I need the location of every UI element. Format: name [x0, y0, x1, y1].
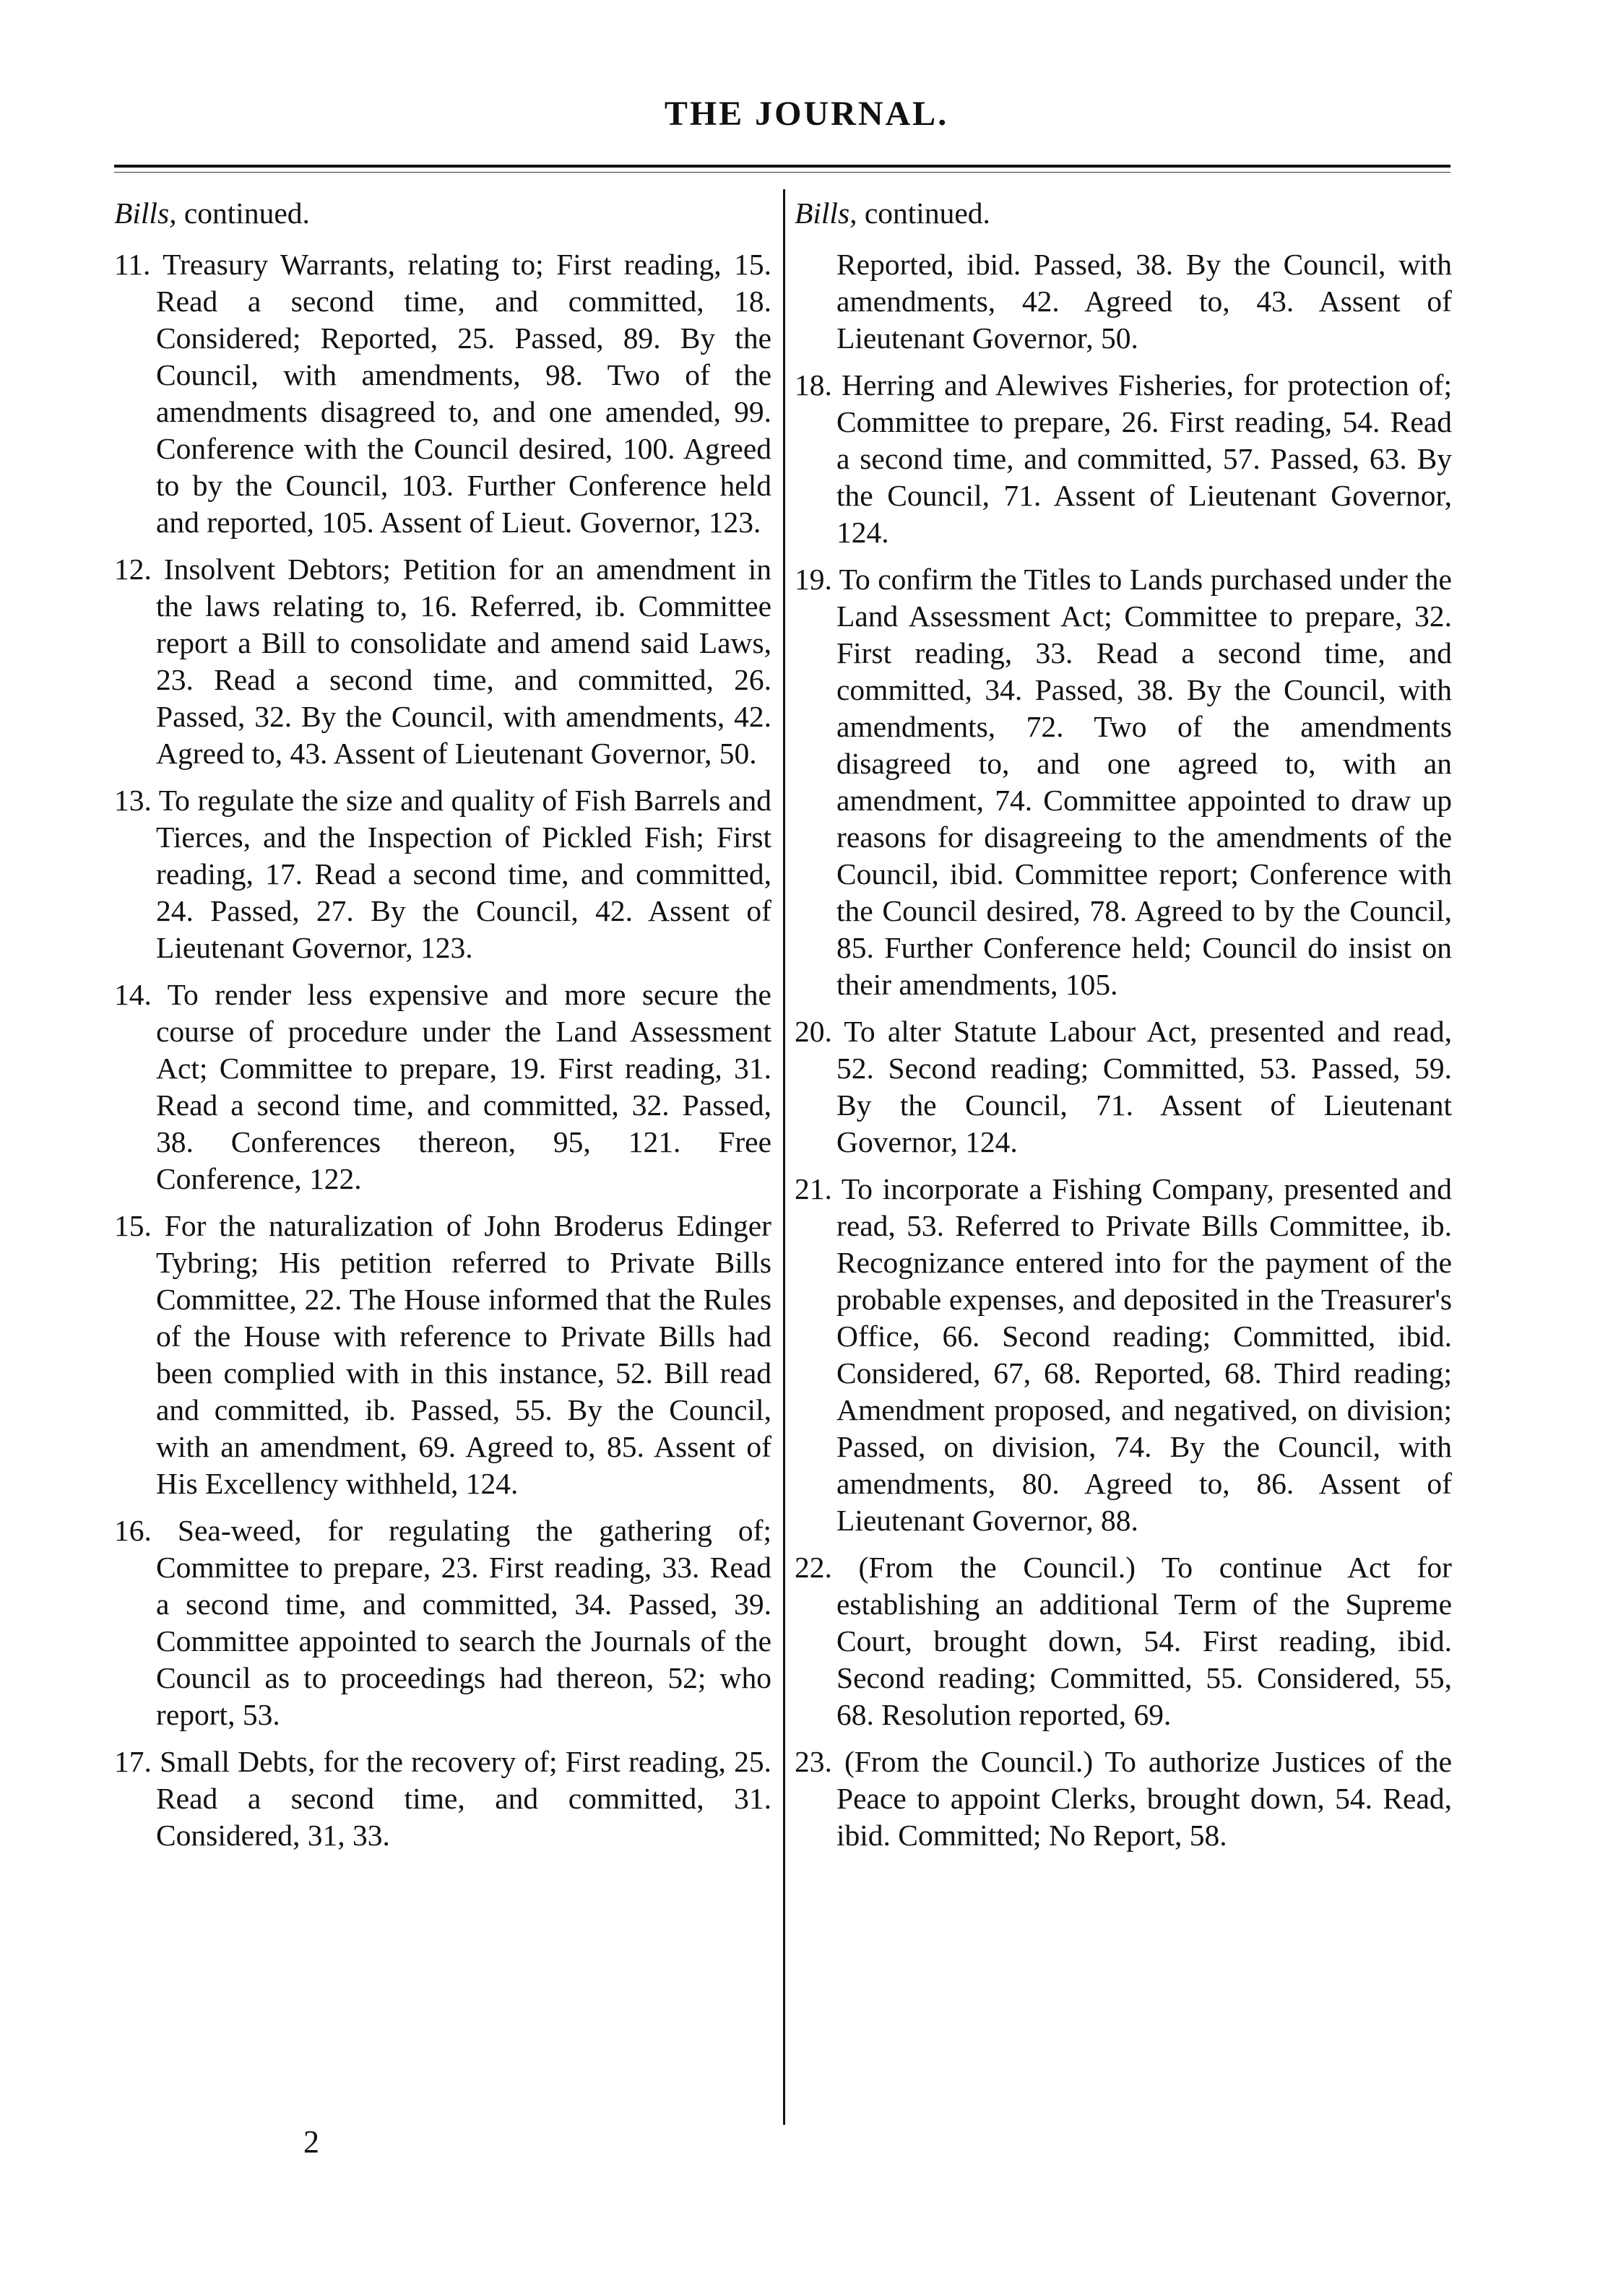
- bill-entry-22: 22. (From the Council.) To continue Act for establishing an additional Term of the Supreme Court, brought down, 54. First reading, ibid. Second reading; Committed, 55. Considered, 55, 68. Resolution reported, 69.: [795, 1551, 1452, 1731]
- right-column: [795, 195, 1452, 1864]
- bill-entry-16: 16. Sea-weed, for regulating the gathering of; Committee to prepare, 23. First reading, 33. Read a second time, and committed, 34. Passed, 39. Committee appointed to search the Journals of the Council as to proceedings had thereon, 52; who report, 53.: [114, 1514, 771, 1731]
- continued-heading-right: Bills, continued.: [795, 196, 990, 230]
- bill-entry-23: 23. (From the Council.) To authorize Justices of the Peace to appoint Clerks, brought down, 54. Read, ibid. Committed; No Report, 58.: [795, 1745, 1453, 1852]
- bill-entry-11: 11. Treasury Warrants, relating to; First reading, 15. Read a second time, and committed, 18. Considered; Reported, 25. Passed, 89. By the Council, with amendments, 98. Two of the amendments disagreed to, and one amended, 99. Conference with the Council desired, 100. Agreed to by the Council, 103. Further Conference held and reported, 105. Assent of Lieut. Governor, 123.: [114, 248, 771, 539]
- bill-entry-13: 13. To regulate the size and quality of Fish Barrels and Tierces, and the Inspection of Pickled Fish; First reading, 17. Read a second time, and committed, 24. Passed, 27. By the Council, 42. Assent of Lieutenant Governor, 123.: [114, 784, 771, 964]
- header-rule: [114, 165, 1450, 168]
- bill-entry-12: 12. Insolvent Debtors; Petition for an amendment in the laws relating to, 16. Referred, ib. Committee report a Bill to consolidate and amend said Laws, 23. Read a second time, and committed, 26. Passed, 32. By the Council, with amendments, 42. Agreed to, 43. Assent of Lieutenant Governor, 50.: [114, 553, 771, 770]
- bill-entry-14: 14. To render less expensive and more secure the course of procedure under the Land Assessment Act; Committee to prepare, 19. First reading, 31. Read a second time, and committed, 32. Passed, 38. Conferences thereon, 95, 121. Free Conference, 122.: [114, 978, 771, 1195]
- page-number: 2: [303, 2124, 319, 2159]
- bill-entry-15: 15. For the naturalization of John Broderus Edinger Tybring; His petition referred to Private Bills Committee, 22. The House informed that the Rules of the House with reference to Private Bills had been complied with in this instance, 52. Bill read and committed, ib. Passed, 55. By the Council, with an amendment, 69. Agreed to, 85. Assent of His Excellency withheld, 124.: [114, 1209, 772, 1500]
- column-divider: [783, 189, 785, 2125]
- bill-entry-20: 20. To alter Statute Labour Act, presented and read, 52. Second reading; Committed, 53. Passed, 59. By the Council, 71. Assent of Lieutenant Governor, 124.: [795, 1015, 1452, 1158]
- left-column: [114, 195, 771, 1864]
- page-title: THE JOURNAL.: [664, 95, 949, 133]
- header-rule-thin: [114, 172, 1450, 173]
- bill-entry-21: 21. To incorporate a Fishing Company, presented and read, 53. Referred to Private Bills Committee, ib. Recognizance entered into for the payment of the probable expenses, and deposited in the Treasurer's Office, 66. Second reading; Committed, ibid. Considered, 67, 68. Reported, 68. Third reading; Amendment proposed, and negatived, on division; Passed, on division, 74. By the Council, with amendments, 80. Agreed to, 86. Assent of Lieutenant Governor, 88.: [795, 1172, 1452, 1537]
- bill-entry-17-continuation: Reported, ibid. Passed, 38. By the Council, with amendments, 42. Agreed to, 43. Assent of Lieutenant Governor, 50.: [836, 248, 1452, 355]
- bill-entry-18: 18. Herring and Alewives Fisheries, for protection of; Committee to prepare, 26. First reading, 54. Read a second time, and committed, 57. Passed, 63. By the Council, 71. Assent of Lieutenant Governor, 124.: [795, 368, 1452, 549]
- bill-entry-17: 17. Small Debts, for the recovery of; First reading, 25. Read a second time, and committed, 31. Considered, 31, 33.: [114, 1745, 771, 1852]
- bill-entry-19: 19. To confirm the Titles to Lands purchased under the Land Assessment Act; Committee to prepare, 32. First reading, 33. Read a second time, and committed, 34. Passed, 38. By the Council, with amendments, 72. Two of the amendments disagreed to, and one agreed to, with an amendment, 74. Committee appointed to draw up reasons for disagreeing to the amendments of the Council, ibid. Committee report; Conference with the Council desired, 78. Agreed to by the Council, 85. Further Conference held; Council do insist on their amendments, 105.: [795, 563, 1452, 1001]
- continued-heading-left: Bills, continued.: [114, 196, 310, 230]
